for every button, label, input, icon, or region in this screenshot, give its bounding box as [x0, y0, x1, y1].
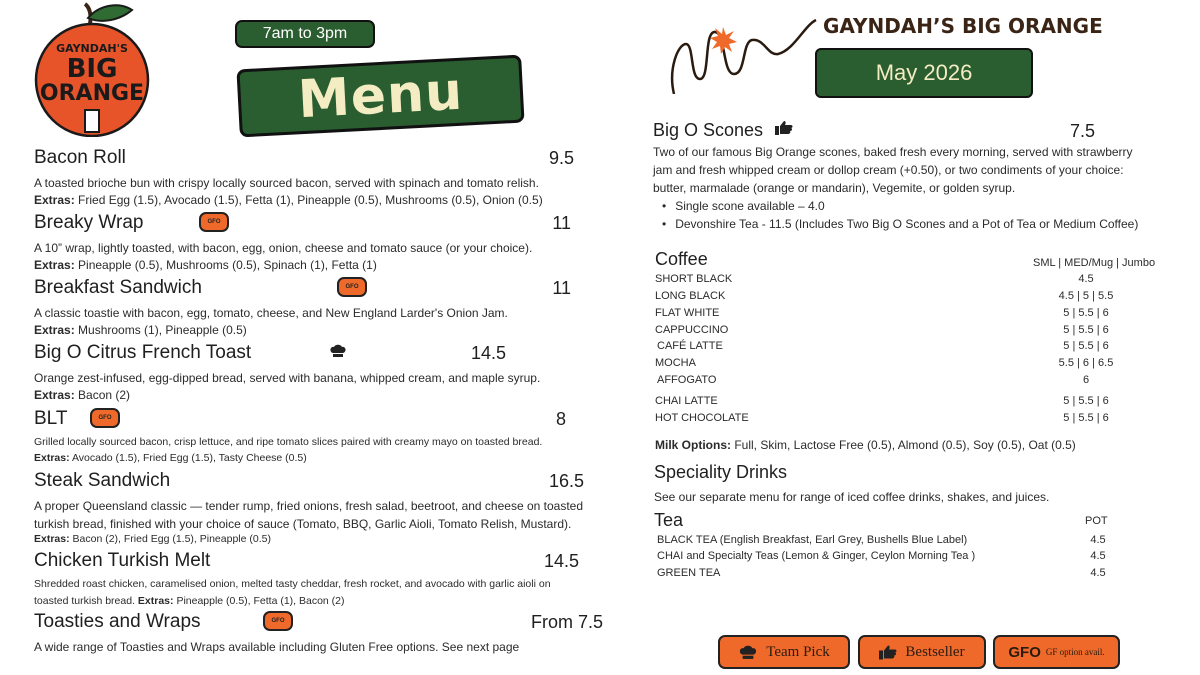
- scones-options-list: [662, 197, 1138, 233]
- gfo-note: GF option avail.: [1045, 647, 1105, 657]
- list-item: • Single scone available – 4.0: [662, 197, 1138, 215]
- item-desc-breaky-wrap: A 10” wrap, lightly toasted, with bacon, egg, onion, cheese and tomato sauce (or your choice).: [34, 241, 533, 255]
- coffee-name: CAPPUCCINO: [655, 324, 729, 336]
- item-price-steak-sandwich: 16.5: [548, 471, 584, 491]
- tea-price: 4.5: [1090, 550, 1106, 562]
- svg-text:BIG: BIG: [66, 54, 118, 84]
- item-title-bacon-roll: Bacon Roll: [34, 147, 126, 168]
- thumbs-up-icon: [775, 121, 793, 135]
- item-price-french-toast: 14.5: [470, 343, 506, 363]
- list-item: • Devonshire Tea - 11.5 (Includes Two Big O Scones and a Pot of Tea or Medium Coffee): [662, 215, 1138, 233]
- item-price-breaky-wrap: 11: [552, 213, 571, 233]
- legend-bestseller: [858, 635, 986, 669]
- scones-desc-line1: Two of our famous Big Orange scones, baked fresh every morning, served with strawberry: [653, 145, 1133, 159]
- coffee-title: Coffee: [655, 249, 708, 269]
- scones-title: Big O Scones: [653, 120, 764, 140]
- tea-price: 4.5: [1090, 567, 1106, 579]
- gfo-badge: GFO: [90, 408, 120, 428]
- scones-desc-line2: jam and fresh whipped cream or dollop cream (+0.50), or two condiments of your choice:: [653, 163, 1124, 177]
- tea-price: 4.5: [1090, 534, 1106, 546]
- item-desc-blt: Grilled locally sourced bacon, crisp lettuce, and ripe tomato slices paired with creamy mayo on toasted bread.: [34, 436, 543, 448]
- item-title-steak-sandwich: Steak Sandwich: [34, 470, 171, 491]
- item-extras-breaky-wrap: Extras: Pineapple (0.5), Mushrooms (0.5), Spinach (1), Fetta (1): [34, 258, 377, 272]
- item-price-chicken-melt: 14.5: [543, 551, 579, 571]
- coffee-price: 5 | 5.5 | 6: [1063, 307, 1109, 319]
- item-title-chicken-melt: Chicken Turkish Melt: [34, 550, 211, 571]
- item-desc-breakfast-sandwich: A classic toastie with bacon, egg, tomato, cheese, and New England Larder's Onion Jam.: [34, 306, 508, 320]
- coffee-name: MOCHA: [655, 357, 696, 369]
- item-extras-steak-sandwich: Extras: Bacon (2), Fried Egg (1.5), Pineapple (0.5): [34, 533, 271, 545]
- menu-title: Menu: [296, 61, 465, 131]
- speciality-title: Speciality Drinks: [654, 462, 788, 482]
- item-title-french-toast: Big O Citrus French Toast: [34, 342, 252, 363]
- item-desc-steak-sandwich-line2: turkish bread, finished with your choice of sauce (Tomato, BBQ, Garlic Aioli, Tomato Relish, Mustard).: [34, 517, 572, 531]
- coffee-price: 5.5 | 6 | 6.5: [1058, 357, 1114, 369]
- legend-label: Bestseller: [905, 643, 965, 660]
- legend-label: Team Pick: [766, 643, 830, 660]
- scones-desc-line3: butter, marmalade (orange or mandarin), Vegemite, or golden syrup.: [653, 181, 1016, 195]
- coffee-name: HOT CHOCOLATE: [655, 412, 749, 424]
- tea-name: BLACK TEA (English Breakfast, Earl Grey, Bushells Blue Label): [657, 534, 968, 546]
- milk-options: Milk Options: Full, Skim, Lactose Free (0.5), Almond (0.5), Soy (0.5), Oat (0.5): [655, 438, 1076, 452]
- coffee-price: 5 | 5.5 | 6: [1063, 395, 1109, 407]
- menu-banner: [236, 55, 524, 138]
- item-title-breakfast-sandwich: Breakfast Sandwich: [34, 277, 202, 298]
- coffee-name: LONG BLACK: [655, 290, 726, 302]
- coffee-sizes-header: SML | MED/Mug | Jumbo: [1033, 257, 1156, 269]
- coffee-name: FLAT WHITE: [655, 307, 720, 319]
- thumbs-up-icon: [879, 645, 897, 660]
- coffee-price: 5 | 5.5 | 6: [1063, 412, 1109, 424]
- item-extras-bacon-roll: Extras: Fried Egg (1.5), Avocado (1.5), Fetta (1), Pineapple (0.5), Mushrooms (0.5), Onion (0.5): [34, 193, 543, 207]
- scones-price: 7.5: [1069, 121, 1095, 141]
- tea-title: Tea: [654, 510, 684, 530]
- item-extras-blt: Extras: Avocado (1.5), Fried Egg (1.5), Tasty Cheese (0.5): [34, 452, 307, 464]
- coffee-name: AFFOGATO: [657, 374, 717, 386]
- gfo-label: GFO: [1008, 643, 1041, 661]
- chef-hat-icon: [738, 645, 758, 660]
- coffee-name: CAFÉ LATTE: [657, 340, 723, 352]
- coffee-price: 6: [1082, 374, 1090, 386]
- item-price-toasties-wraps: From 7.5: [530, 612, 603, 632]
- item-title-blt: BLT: [34, 408, 68, 429]
- item-desc-french-toast: Orange zest-infused, egg-dipped bread, served with banana, whipped cream, and maple syrup.: [34, 371, 541, 385]
- item-price-breakfast-sandwich: 11: [552, 278, 571, 298]
- gfo-badge: GFO: [337, 277, 367, 297]
- legend-team-pick: [718, 635, 850, 669]
- gfo-badge: GFO: [263, 611, 293, 631]
- chef-hat-icon: [329, 344, 347, 358]
- item-price-blt: 8: [555, 409, 566, 429]
- brand-title: GAYNDAH’S BIG ORANGE: [823, 14, 1103, 38]
- tea-name: CHAI and Specialty Teas (Lemon & Ginger, Ceylon Morning Tea ): [657, 550, 976, 562]
- item-extras-french-toast: Extras: Bacon (2): [34, 388, 131, 402]
- item-desc-toasties-wraps: A wide range of Toasties and Wraps available including Gluten Free options. See next page: [34, 640, 520, 654]
- item-desc-chicken-melt-line2: toasted turkish bread. Extras: Pineapple (0.5), Fetta (1), Bacon (2): [34, 595, 345, 607]
- menu-month: May 2026: [815, 48, 1033, 98]
- svg-text:ORANGE: ORANGE: [39, 81, 145, 106]
- coffee-price: 5 | 5.5 | 6: [1063, 324, 1109, 336]
- squiggle-sun-decoration: [668, 14, 818, 94]
- big-orange-logo: [30, 2, 155, 137]
- opening-hours: 7am to 3pm: [235, 20, 375, 48]
- legend-gfo: [993, 635, 1120, 669]
- svg-text:GAYNDAH'S: GAYNDAH'S: [56, 42, 128, 55]
- coffee-price: 5 | 5.5 | 6: [1063, 340, 1109, 352]
- coffee-name: CHAI LATTE: [655, 395, 718, 407]
- gfo-badge: GFO: [199, 212, 229, 232]
- coffee-price: 4.5 | 5 | 5.5: [1058, 290, 1114, 302]
- tea-pot-header: POT: [1085, 515, 1108, 527]
- item-title-toasties-wraps: Toasties and Wraps: [34, 611, 201, 632]
- tea-name: GREEN TEA: [657, 567, 721, 579]
- coffee-name: SHORT BLACK: [655, 273, 733, 285]
- item-desc-bacon-roll: A toasted brioche bun with crispy locally sourced bacon, served with spinach and tomato relish.: [34, 176, 539, 190]
- item-desc-chicken-melt-line1: Shredded roast chicken, caramelised onion, melted tasty cheddar, fresh rocket, and avocado with garlic aioli on: [34, 578, 551, 590]
- item-desc-steak-sandwich-line1: A proper Queensland classic — tender rump, fried onions, fresh salad, beetroot, and cheese on toasted: [34, 499, 583, 513]
- coffee-price: 4.5: [1078, 273, 1094, 285]
- speciality-desc: See our separate menu for range of iced coffee drinks, shakes, and juices.: [654, 490, 1050, 504]
- item-title-breaky-wrap: Breaky Wrap: [34, 212, 144, 233]
- item-extras-breakfast-sandwich: Extras: Mushrooms (1), Pineapple (0.5): [34, 323, 247, 337]
- item-price-bacon-roll: 9.5: [548, 148, 574, 168]
